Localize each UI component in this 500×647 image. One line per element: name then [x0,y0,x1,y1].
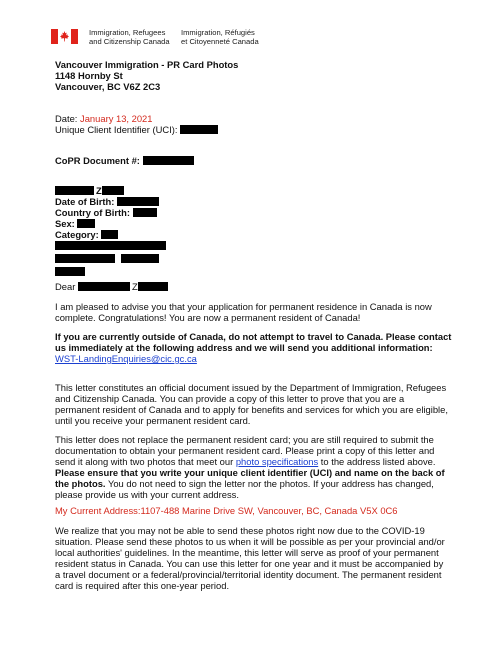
p4-line4: Please ensure that you write your unique client identifier (UCI) and name on the back of [55,467,445,478]
address-line3: Vancouver, BC V6Z 2C3 [55,81,161,92]
p5-line2: situation. Please send these photos to us when it will be possible as per your provincial and/or [55,536,445,547]
paragraph-photo-requirements [55,434,475,500]
applicant-name-line [55,185,124,196]
redaction-block [180,125,218,134]
country-line [55,207,157,218]
p4-line5 [55,478,475,489]
department-name-french [181,29,259,46]
date-line [55,113,152,124]
country-label: Country of Birth: [55,207,130,218]
category-label: Category: [55,229,99,240]
p5-line4: resident status in Canada. You can use this letter for one year and it must be accompanied by [55,558,444,569]
p4-line5-rest: You do not need to sign the letter nor the photos. If your address has changed, [105,478,434,489]
dept-fr-line2: et Citoyenneté Canada [181,36,259,46]
p3-line4: until you receive your permanent resident card. [55,415,251,426]
current-address: My Current Address:1107-488 Marine Drive SW, Vancouver, BC, Canada V5X 0C6 [55,505,398,516]
photo-specifications-link[interactable]: photo specifications [235,456,319,467]
p1-line1: I am pleased to advise you that your application for permanent residence in Canada is now [55,301,432,312]
landing-enquiries-email-link[interactable]: WST-LandingEnquiries@cic.gc.ca [55,353,197,364]
redaction-block [55,254,115,263]
p3-line1: This letter constitutes an official document issued by the Department of Immigration, Refugees [55,382,447,393]
redaction-block [77,219,95,228]
email-line [55,353,197,364]
paragraph-outside-canada [55,331,475,353]
redaction-block [55,267,85,276]
p4-line5-bold: the photos. [55,478,106,489]
redaction-block [143,156,194,165]
p4-line6: please provide us with your current address. [55,489,239,500]
department-name-english [89,29,170,46]
paragraph-covid [55,525,475,591]
sex-line [55,218,95,229]
redacted-address-block [55,240,166,277]
copr-label: CoPR Document #: [55,155,140,166]
redaction-block [78,282,130,291]
dept-fr-line1: Immigration, Réfugiés [181,28,255,37]
p3-line3: permanent resident of Canada and to apply for benefits and services for which you are eligible, [55,404,448,415]
p1-line2: complete. Congratulations! You are now a permanent resident of Canada! [55,312,361,323]
redaction-block [55,241,166,250]
p5-line5: a travel document or a federal/provincial/territorial identity document. The permanent resident [55,569,442,580]
p2-line2: us immediately at the following address and we will send you additional information: [55,342,433,353]
dob-line [55,196,159,207]
address-line1: Vancouver Immigration - PR Card Photos [55,59,239,70]
date-label: Date: [55,113,78,124]
salutation-dear: Dear [55,281,76,292]
redaction-block [55,186,94,195]
applicant-name-fragment: Z [96,185,102,196]
redaction-block [117,197,159,206]
p4-line3-end: to the address listed above. [318,456,436,467]
uci-line [55,124,218,135]
redaction-block [101,230,118,239]
dept-en-line1: Immigration, Refugees [89,28,166,37]
paragraph-official-document [55,382,475,426]
office-address [55,59,238,92]
redaction-block [121,254,159,263]
dob-label: Date of Birth: [55,196,115,207]
address-line2: 1148 Hornby St [55,70,123,81]
redaction-block [102,186,124,195]
dept-en-line2: and Citizenship Canada [89,36,170,46]
copr-line [55,155,194,166]
category-line [55,229,118,240]
p2-line1: If you are currently outside of Canada, do not attempt to travel to Canada. Please contact [55,331,452,342]
p5-line3: local authorities' guidelines. In the meantime, this letter will serve as proof of your permanent [55,547,439,558]
p5-line1: We realize that you may not be able to send these photos right now due to the COVID-19 [55,525,425,536]
date-value: January 13, 2021 [80,113,153,124]
p4-line3-start: send it along with two photos that meet our [55,456,236,467]
p5-line6: card is required after this one-year period. [55,580,230,591]
sex-label: Sex: [55,218,75,229]
redaction-block [133,208,157,217]
p3-line2: and Citizenship Canada. You can provide a copy of this letter to prove that you are a [55,393,405,404]
salutation [55,281,168,292]
paragraph-approval [55,301,475,323]
canada-flag-logo [51,29,78,44]
redaction-block [138,282,168,291]
uci-label: Unique Client Identifier (UCI): [55,124,178,135]
salutation-fragment: Z [131,281,138,292]
p4-line3 [55,456,475,467]
p4-line2: documentation to obtain your permanent resident card. Please print a copy of this letter and [55,445,435,456]
p4-line1: This letter does not replace the permanent resident card; you are still required to submit the [55,434,434,445]
